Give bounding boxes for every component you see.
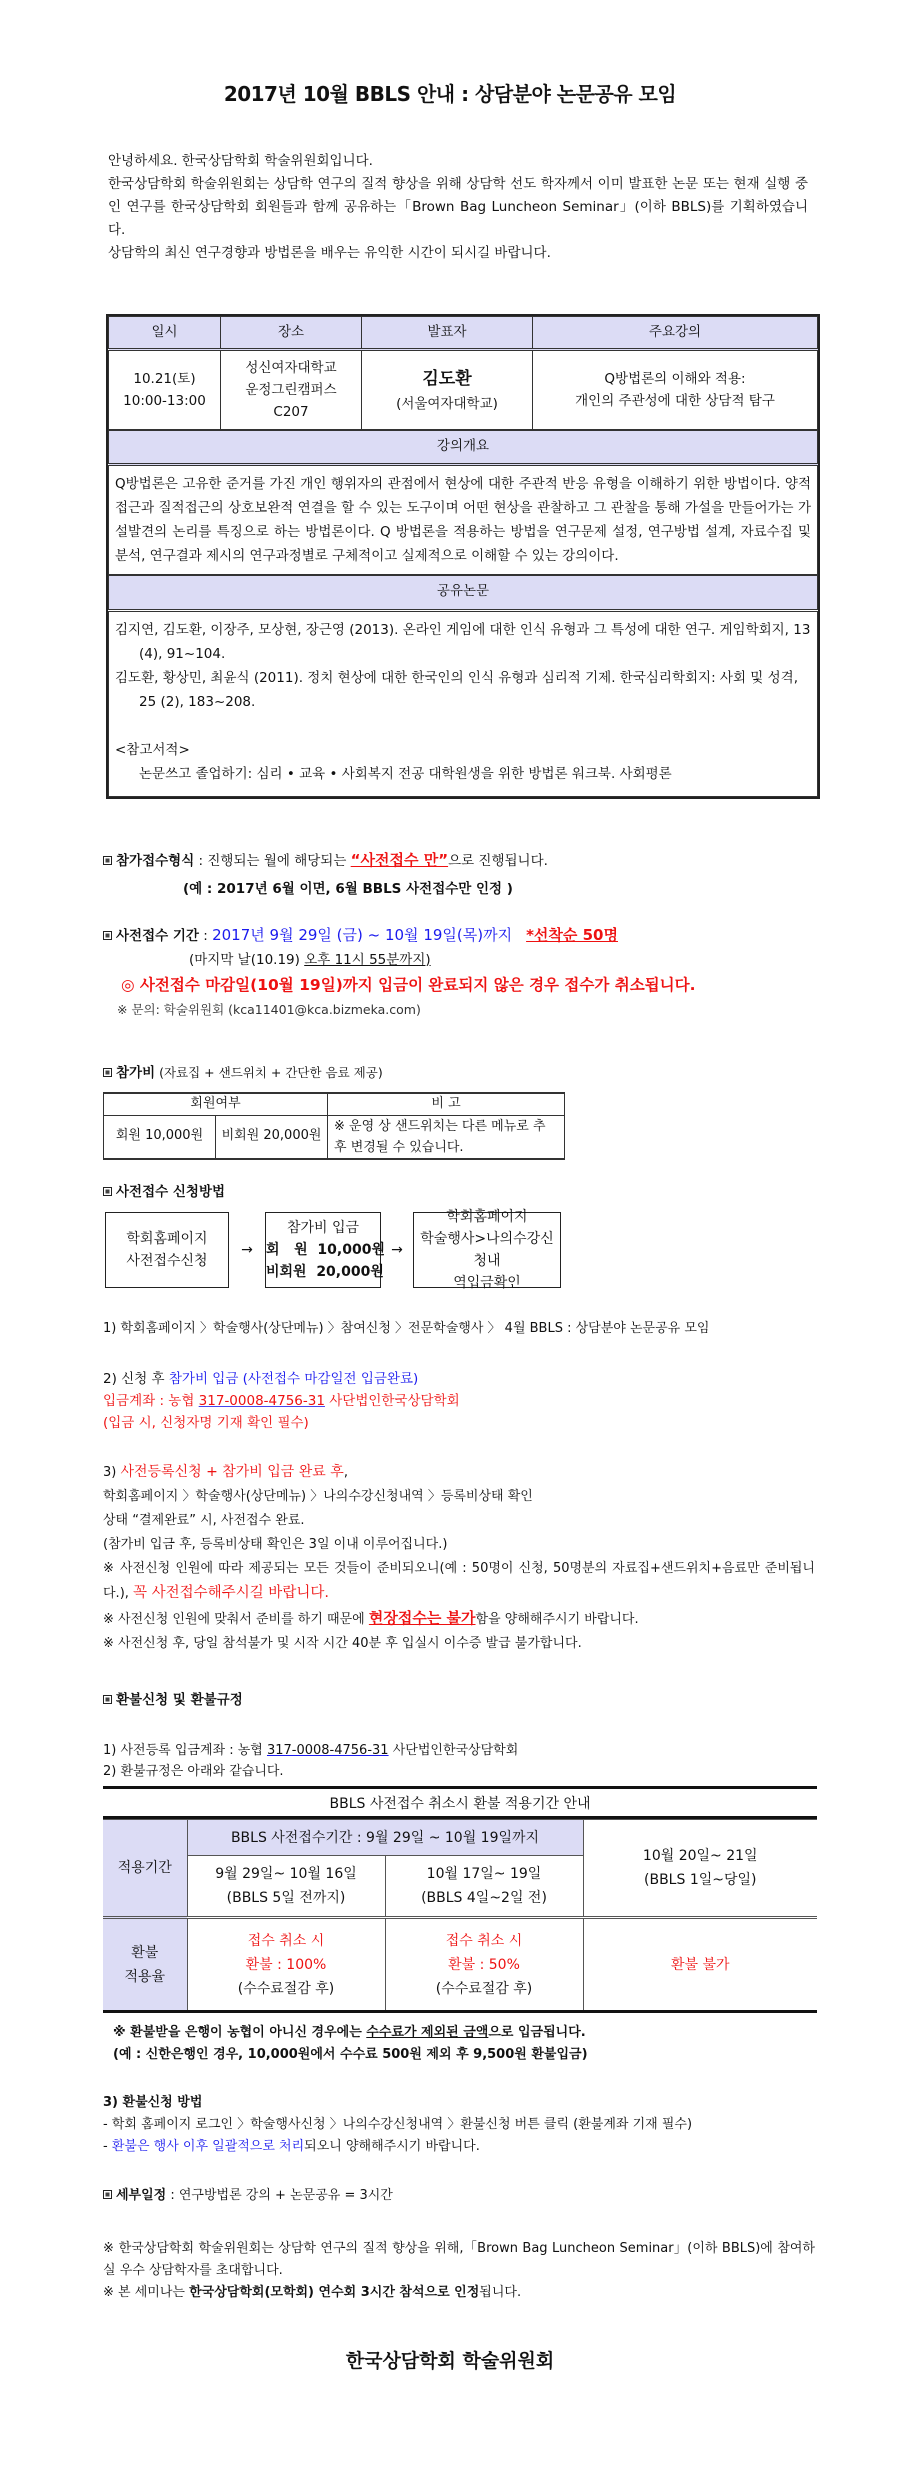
rate-line: 환불 : 100% xyxy=(245,1956,327,1973)
rate-line: 환불 : 50% xyxy=(448,1956,520,1973)
account-label: 입금계좌 : 농협 xyxy=(103,1393,199,1409)
flow-step-register xyxy=(105,1212,229,1288)
footer-organization: 한국상담학회 학술위원회 xyxy=(345,2350,555,2372)
square-bullet-icon xyxy=(103,1695,112,1704)
apply-method-label: 사전접수 신청방법 xyxy=(116,1184,226,1200)
event-date-day: 10.21(토) xyxy=(133,370,196,387)
apply-step-1: 1) 학회홈페이지 〉학술행사(상단메뉴) 〉참여신청 〉전문학술행사 〉 4월 BBLS : 상담분야 논문공유 모임 xyxy=(103,1321,710,1336)
invitation-note: ※ 한국상담학회 학술위원회는 상담학 연구의 질적 향상을 위해,「Brown Bag Luncheon Seminar」(이하 BBLS)에 참여하실 우수 상담학자를 초대합니다. xyxy=(103,2241,815,2278)
papers-list xyxy=(109,610,818,796)
header-lecture: 주요강의 xyxy=(533,317,818,350)
rate-line: (수수료절감 후) xyxy=(435,1980,533,1997)
attendance-note: ※ 사전신청 후, 당일 참석불가 및 시작 시간 40분 후 입실시 이수증 발급 불가합니다. xyxy=(103,1636,582,1651)
rate-label xyxy=(103,1918,187,2012)
event-speaker xyxy=(362,350,533,430)
rate-none: 환불 불가 xyxy=(583,1918,817,2012)
onsite-note: 함을 양해해주시기 바랍니다. xyxy=(475,1612,639,1627)
apply-step-2 xyxy=(103,1368,823,1434)
venue-line: 운정그린캠퍼스 xyxy=(245,381,337,398)
intro-section xyxy=(108,150,808,265)
deadline-label: (마지막 날(10.19) xyxy=(189,951,305,968)
refund-method-label: 3) 환불신청 방법 xyxy=(103,2095,203,2110)
square-bullet-icon xyxy=(103,2190,112,2199)
flow-line: 비회원 20,000원 xyxy=(266,1264,384,1280)
header-venue: 장소 xyxy=(221,317,362,350)
venue-line: C207 xyxy=(273,403,309,420)
schedule-label: 세부일정 xyxy=(116,2188,167,2203)
square-bullet-icon xyxy=(103,1068,112,1077)
apply-flow xyxy=(105,1209,815,1291)
event-lecture xyxy=(533,350,818,430)
rate-half xyxy=(385,1918,583,2012)
period-line: (BBLS 1일~당일) xyxy=(644,1872,757,1888)
paper-item: 김도환, 황상민, 최윤식 (2011). 정치 현상에 대한 한국인의 인식 유형과 심리적 기제. 한국심리학회지: 사회 및 성격, 25 (2), 183~208. xyxy=(115,669,798,710)
period-line: 10월 20일~ 21일 xyxy=(642,1848,758,1864)
payment-warning: ◎ 사전접수 마감일(10월 19일)까지 입금이 완료되지 않은 경우 접수가 취소됩니다. xyxy=(121,976,696,995)
step3-line: (참가비 입금 후, 등록비상태 확인은 3일 이내 이루어집니다.) xyxy=(103,1537,448,1552)
speaker-name: 김도환 xyxy=(422,368,472,389)
step2-label: 2) 신청 후 xyxy=(103,1371,169,1387)
schedule-text: : 연구방법론 강의 + 논문공유 = 3시간 xyxy=(166,2188,393,2203)
credit-note: ※ 본 세미나는 xyxy=(103,2285,190,2300)
prereg-note: ※ 사전신청 인원에 따라 제공되는 모든 것들이 준비되오니(예 : 50명이 신청, 50명분의 자료집+샌드위치+음료만 준비됩니다.), xyxy=(103,1561,815,1601)
first-come-limit: *선착순 50명 xyxy=(526,926,618,944)
paper-item: 김지연, 김도환, 이장주, 모상현, 장근영 (2013). 온라인 게임에 대한 인식 유형과 그 특성에 대한 연구. 게임학회지, 13 (4), 91~104. xyxy=(115,621,811,662)
fee-note-text: ※ 환불받을 은행이 농협이 아니신 경우에는 xyxy=(113,2025,367,2040)
onsite-note: ※ 사전신청 인원에 맞춰서 준비를 하기 때문에 xyxy=(103,1612,369,1627)
deadline-time: 오후 11시 55분까지) xyxy=(304,951,431,968)
registration-period xyxy=(103,923,823,1020)
period-line: 9월 29일~ 10월 16일 xyxy=(215,1866,357,1882)
rate-line: 접수 취소 시 xyxy=(247,1932,325,1949)
lecture-title-line: 개인의 주관성에 대한 상담적 탐구 xyxy=(575,392,775,409)
intro-paragraph: 한국상담학회 학술위원회는 상담학 연구의 질적 향상을 위해 상담학 선도 학자께서 이미 발표한 논문 또는 현재 실행 중인 연구를 한국상담학회 회원들과 함께 공유하는「Brown Bag Luncheon Seminar」(이하 BBLS)를 기획하였습니다. xyxy=(108,176,808,238)
flow-line: 학술행사>나의수강신청내 xyxy=(420,1231,554,1269)
refund-info xyxy=(103,1740,815,1782)
reference-book: 논문쓰고 졸업하기: 심리 • 교육 • 사회복지 전공 대학원생을 위한 방법론 워크북. 사회평론 xyxy=(139,765,672,782)
account-holder: 사단법인한국상담학회 xyxy=(324,1393,460,1409)
flow-step-confirm xyxy=(413,1209,561,1291)
period-line: 10월 17일~ 19일 xyxy=(426,1866,542,1882)
registration-format-text: : 진행되는 월에 해당되는 xyxy=(194,853,351,869)
bullet-dash: - xyxy=(103,2139,112,2154)
fee-description: (자료집 + 샌드위치 + 간단한 음료 제공) xyxy=(155,1065,383,1080)
contact-info: ※ 문의: 학술위원회 (kca11401@kca.bizmeka.com) xyxy=(117,1001,421,1017)
refund-rules-intro: 2) 환불규정은 아래와 같습니다. xyxy=(103,1764,284,1779)
credit-recognition: 한국상담학회(모학회) 연수회 3시간 참석으로 인정 xyxy=(189,2285,480,2300)
punctuation: , xyxy=(343,1465,348,1480)
refund-method xyxy=(103,2092,815,2158)
apply-step-3 xyxy=(103,1460,815,1656)
registration-format-label: 참가접수형식 xyxy=(116,853,195,869)
fee-deducted-amount: 수수료가 제외된 금액 xyxy=(366,2025,489,2040)
prereg-request: 꼭 사전접수해주시길 바랍니다. xyxy=(133,1585,329,1601)
flow-step-payment xyxy=(265,1212,385,1288)
fee-member: 회원 10,000원 xyxy=(104,1115,216,1159)
square-bullet-icon xyxy=(103,931,112,940)
flow-arrow-icon: → xyxy=(391,1241,403,1258)
refund-table-title: BBLS 사전접수 취소시 환불 적용기간 안내 xyxy=(103,1786,817,1819)
step3-condition: 사전등록신청 + 참가비 입금 완료 후 xyxy=(120,1464,344,1480)
fee-section-heading xyxy=(103,1063,383,1085)
papers-header: 공유논문 xyxy=(109,575,818,610)
fee-header-notes: 비 고 xyxy=(328,1093,565,1115)
period-label: 적용기간 xyxy=(103,1820,187,1918)
step3-label: 3) xyxy=(103,1465,121,1480)
refund-fee-note xyxy=(113,2022,813,2066)
schedule xyxy=(103,2186,393,2207)
lecture-title-line: Q방법론의 이해와 적용: xyxy=(604,370,746,387)
period-day-of xyxy=(583,1820,817,1918)
refund-account-label: 1) 사전등록 입금계좌 : 농협 xyxy=(103,1743,267,1758)
event-date-time: 10:00-13:00 xyxy=(123,392,206,409)
separator: : xyxy=(198,928,213,944)
refund-table xyxy=(103,1819,817,2013)
rate-label-line: 환불 xyxy=(131,1944,159,1961)
square-bullet-icon xyxy=(103,1187,112,1196)
step3-line: 상태 “결제완료” 시, 사전접수 완료. xyxy=(103,1513,305,1528)
onsite-not-allowed: 현장접수는 불가 xyxy=(368,1609,476,1627)
reference-label: <참고서적> xyxy=(115,741,190,758)
event-venue xyxy=(221,350,362,430)
period-late xyxy=(385,1856,583,1918)
speaker-affiliation: (서울여자대학교) xyxy=(396,395,498,412)
period-line: (BBLS 5일 전까지) xyxy=(226,1890,346,1906)
flow-line: 학회홈페이지 xyxy=(446,1209,528,1225)
rate-label-line: 적용율 xyxy=(124,1968,166,1985)
square-bullet-icon xyxy=(103,856,112,865)
flow-line: 학회홈페이지 xyxy=(126,1231,208,1247)
header-speaker: 발표자 xyxy=(362,317,533,350)
fee-table xyxy=(103,1092,565,1160)
flow-line: 역입금확인 xyxy=(453,1275,521,1291)
intro-greeting: 안녕하세요. 한국상담학회 학술위원회입니다. xyxy=(108,153,373,169)
apply-method-heading xyxy=(103,1182,225,1204)
closing-notes xyxy=(103,2238,815,2304)
registration-format-example: (예 : 2017년 6월 이면, 6월 BBLS 사전접수만 인정 ) xyxy=(183,880,513,897)
fee-label: 참가비 xyxy=(116,1065,156,1081)
refund-method-step: - 학회 홈페이지 로그인 〉학술행사신청 〉나의수강신청내역 〉환불신청 버튼 클릭 (환불계좌 기재 필수) xyxy=(103,2117,693,2132)
rate-line: (수수료절감 후) xyxy=(237,1980,335,1997)
registration-format xyxy=(103,848,813,900)
refund-batch-note: 환불은 행사 이후 일괄적으로 처리 xyxy=(111,2139,305,2154)
flow-line: 사전접수신청 xyxy=(126,1253,208,1269)
page-title: 2017년 10월 BBLS 안내 : 상담분야 논문공유 모임 xyxy=(223,82,677,106)
period-line: (BBLS 4일~2일 전) xyxy=(421,1890,547,1906)
overview-header: 강의개요 xyxy=(109,430,818,465)
step2-payment: 참가비 입금 (사전접수 마감일전 입금완료) xyxy=(168,1371,419,1387)
refund-label: 환불신청 및 환불규정 xyxy=(116,1692,243,1708)
account-note: (입금 시, 신청자명 기재 확인 필수) xyxy=(103,1415,309,1431)
credit-note: 됩니다. xyxy=(479,2285,522,2300)
rate-line: 접수 취소 시 xyxy=(445,1932,523,1949)
refund-method-text: 되오니 양해해주시기 바랍니다. xyxy=(304,2139,480,2154)
rate-full xyxy=(187,1918,385,2012)
header-date: 일시 xyxy=(109,317,221,350)
period-header: BBLS 사전접수기간 : 9월 29일 ~ 10월 19일까지 xyxy=(187,1820,583,1856)
event-date xyxy=(109,350,221,430)
registration-format-text: 으로 진행됩니다. xyxy=(448,853,548,869)
registration-period-dates: 2017년 9월 29일 (금) ~ 10월 19일(목)까지 xyxy=(212,926,513,944)
fee-note-example: (예 : 신한은행인 경우, 10,000원에서 수수료 500원 제외 후 9,500원 환불입금) xyxy=(113,2047,588,2062)
refund-account-holder: 사단법인한국상담학회 xyxy=(388,1743,519,1758)
refund-heading xyxy=(103,1690,243,1712)
intro-closing: 상담학의 최신 연구경향과 방법론을 배우는 유익한 시간이 되시길 바랍니다. xyxy=(108,245,551,261)
flow-line: 참가비 입금 xyxy=(286,1220,360,1236)
overview-text: Q방법론은 고유한 준거를 가진 개인 행위자의 관점에서 현상에 대한 주관적 반응 유형을 이해하기 위한 방법이다. 양적접근과 질적접근의 상호보완적 연결을 할 수 있는 도구이며 어떤 현상을 관찰하고 그 관찰을 통해 가설을 만들어가는 가설발견의 논리를 특징으로 하는 방법론이다. Q 방법론을 적용하는 방법을 연구문제 설정, 연구방법 설계, 자료수집 및 분석, 연구결과 제시의 연구과정별로 구체적이고 실제적으로 이해할 수 있는 강의이다. xyxy=(109,465,818,576)
flow-arrow-icon: → xyxy=(241,1241,253,1258)
event-info-table xyxy=(106,314,820,799)
fee-header-membership: 회원여부 xyxy=(104,1093,328,1115)
period-early xyxy=(187,1856,385,1918)
registration-period-label: 사전접수 기간 xyxy=(116,928,199,944)
flow-line: 회 원 10,000원 xyxy=(266,1242,385,1258)
refund-bank-account-link[interactable]: 317-0008-4756-31 xyxy=(266,1743,389,1758)
bank-account-link[interactable]: 317-0008-4756-31 xyxy=(198,1393,325,1409)
fee-note-text: 으로 입금됩니다. xyxy=(488,2025,586,2040)
pre-registration-only-highlight: “사전접수 만” xyxy=(350,851,449,869)
fee-nonmember: 비회원 20,000원 xyxy=(216,1115,328,1159)
step3-line: 학회홈페이지 〉학술행사(상단메뉴) 〉나의수강신청내역 〉등록비상태 확인 xyxy=(103,1489,533,1504)
fee-note: ※ 운영 상 샌드위치는 다른 메뉴로 추후 변경될 수 있습니다. xyxy=(328,1115,565,1159)
venue-line: 성신여자대학교 xyxy=(245,359,337,376)
